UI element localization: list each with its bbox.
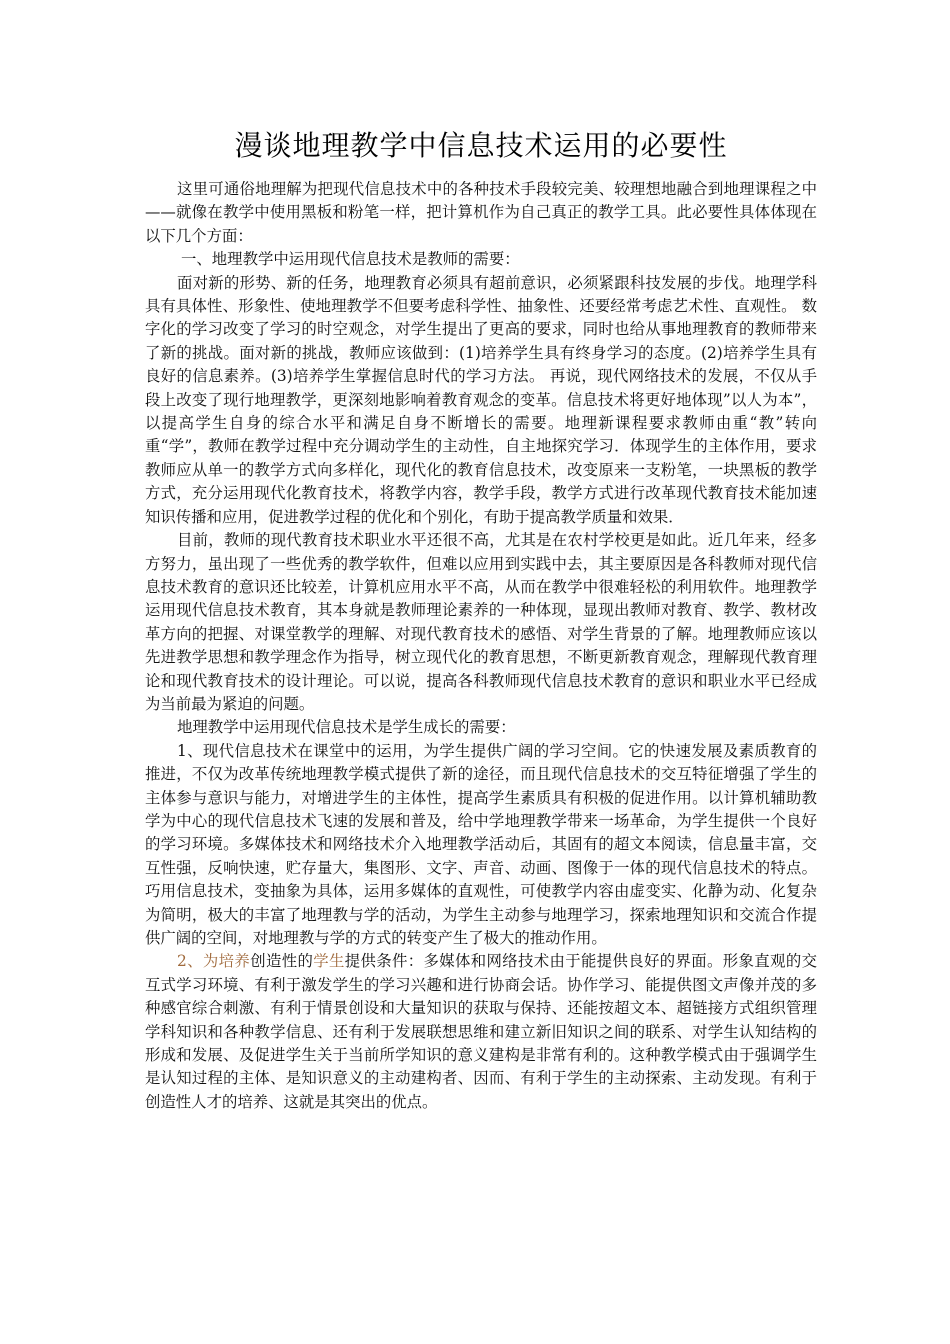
document-title: 漫谈地理教学中信息技术运用的必要性 (234, 129, 728, 162)
intro-paragraph: 这里可通俗地理解为把现代信息技术中的各种技术手段较完美、较理想地融合到地理课程之中——就像在教学中使用黑板和粉笔一样，把计算机作为自己真正的教学工具。此必要性具体体现在以下几个方面： (145, 180, 817, 245)
segment-rest: 提供条件：多媒体和网络技术由于能提供良好的界面。形象直观的交互式学习环境、有利于激发学生的学习兴趣和进行协商会话。协作学习、能提供图文声像并茂的多种感官综合刺激、有利于情景创设和大量知识的获取与保持、还能按超文本、超链接方式组织管理学科知识和各种教学信息、还有利于发展联想思维和建立新旧知识之间的联系、对学生认知结构的形成和发展、及促进学生关于当前所学知识的意义建构是非常有利的。这种教学模式由于强调学生是认知过程的主体、是知识意义的主动建构者、因而、有利于学生的主动探索、主动发现。有利于创造性人才的培养、这就是其突出的优点。 (145, 952, 817, 1111)
section-heading-student-need: 地理教学中运用现代信息技术是学生成长的需要： (177, 718, 516, 737)
body-paragraph-new-challenges: 面对新的形势、新的任务，地理教育必须具有超前意识，必须紧跟科技发展的步伐。地理学科具有具体性、形象性、使地理教学不但要考虑科学性、抽象性、还要经常考虑艺术性、直观性。 数字化的学习改变了学习的时空观念，对学生提出了更高的要求，同时也给从事地理教育的教师带来了新的挑战。面对新的挑战，教师应该做到：(1)培养学生具有终身学习的态度。(2)培养学生具有良好的信息素养。(3)培养学生掌握信息时代的学习方法。 再说，现代网络技术的发展，不仅从手段上改变了现行地理教学，更深刻地影响着教育观念的变革。信息技术将更好地体现”以人为本”，以提高学生自身的综合水平和满足自身不断增长的需要。地理新课程要求教师由重“教”转向重“学”，教师在教学过程中充分调动学生的主动性，自主地探究学习．体现学生的主体作用，要求教师应从单一的教学方式向多样化，现代化的教育信息技术，改变原来一支粉笔，一块黑板的教学方式，充分运用现代化教育技术，将教学内容，教学手段，教学方式进行改革现代教育技术能加速知识传播和应用，促进教学过程的优化和个别化，有助于提高教学质量和效果． (145, 273, 817, 526)
body-paragraph-creativity (145, 950, 817, 1114)
section-heading-teacher-need: 一、地理教学中运用现代信息技术是教师的需要： (181, 250, 520, 269)
segment-cultivate: 培养 (218, 952, 251, 971)
document-page (145, 126, 817, 1114)
body-paragraph-teacher-level: 目前，教师的现代教育技术职业水平还很不高，尤其是在农村学校更是如此。近几年来，经多方努力，虽出现了一些优秀的教学软件，但难以应用到实践中去，其主要原因是各科教师对现代信息技术教育的意识还比较差，计算机应用水平不高，从而在教学中很难轻松的利用软件。地理教学运用现代信息技术教育，其本身就是教师理论素养的一种体现，显现出教师对教育、教学、教材改革方向的把握、对课堂教学的理解、对现代教育技术的感悟、对学生背景的了解。地理教师应该以先进教学思想和教学理念作为指导，树立现代化的教育思想，不断更新教育观念，理解现代教育理论和现代教育技术的设计理论。可以说，提高各科教师现代信息技术教育的意识和职业水平已经成为当前最为紧迫的问题。 (145, 531, 817, 713)
segment-creative: 创造性的 (250, 952, 314, 971)
segment-prefix: 2、为 (177, 952, 219, 971)
segment-students: 学生 (313, 952, 345, 971)
body-paragraph-learning-space: 1、现代信息技术在课堂中的运用，为学生提供广阔的学习空间。它的快速发展及素质教育的推进，不仅为改革传统地理教学模式提供了新的途径，而且现代信息技术的交互特征增强了学生的主体参与意识与能力，对增进学生的主体性，提高学生素质具有积极的促进作用。以计算机辅助教学为中心的现代信息技术飞速的发展和普及，给中学地理教学带来一场革命，为学生提供一个良好的学习环境。多媒体技术和网络技术介入地理教学活动后，其固有的超文本阅读，信息量丰富，交互性强，反响快速，贮存量大，集图形、文字、声音、动画、图像于一体的现代信息技术的特点。巧用信息技术，变抽象为具体，运用多媒体的直观性，可使教学内容由虚变实、化静为动、化复杂为简明，极大的丰富了地理教与学的活动，为学生主动参与地理学习，探索地理知识和交流合作提供广阔的空间，对地理教与学的方式的转变产生了极大的推动作用。 (145, 741, 817, 947)
